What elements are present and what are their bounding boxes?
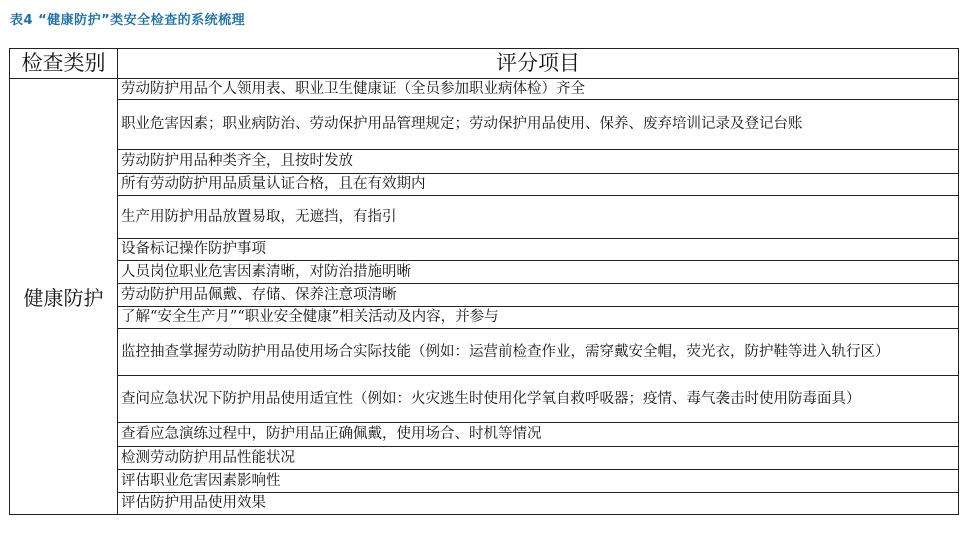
item-cell: 监控抽查掌握劳动防护用品使用场合实际技能（例如：运营前检查作业，需穿戴安全帽，荧光衣，防护鞋等进入轨行区） [118, 329, 959, 376]
item-cell: 评估职业危害因素影响性 [118, 470, 959, 493]
item-cell: 所有劳动防护用品质量认证合格，且在有效期内 [118, 174, 959, 196]
table-row [10, 423, 959, 447]
item-cell: 人员岗位职业危害因素清晰，对防治措施明晰 [118, 261, 959, 284]
inspection-table [9, 48, 959, 515]
item-cell: 职业危害因素；职业病防治、劳动保护用品管理规定；劳动保护用品使用、保养、废弃培训记录及登记台账 [118, 100, 959, 150]
item-cell: 评估防护用品使用效果 [118, 493, 959, 515]
table-row [10, 329, 959, 376]
item-cell: 劳动防护用品种类齐全，且按时发放 [118, 150, 959, 174]
item-cell: 生产用防护用品放置易取，无遮挡，有指引 [118, 196, 959, 239]
table-row [10, 376, 959, 423]
header-items: 评分项目 [118, 49, 959, 79]
table-row [10, 447, 959, 470]
table-row [10, 261, 959, 284]
category-cell: 健康防护 [10, 79, 118, 515]
header-category: 检查类别 [10, 49, 118, 79]
item-cell: 查问应急状况下防护用品使用适宜性（例如：火灾逃生时使用化学氧自救呼吸器；疫情、毒气袭击时使用防毒面具） [118, 376, 959, 423]
item-cell: 查看应急演练过程中，防护用品正确佩戴，使用场合、时机等情况 [118, 423, 959, 447]
table-row [10, 239, 959, 261]
table-row [10, 196, 959, 239]
item-cell: 劳动防护用品个人领用表、职业卫生健康证（全员参加职业病体检）齐全 [118, 79, 959, 100]
table-row [10, 150, 959, 174]
table-header-row [10, 49, 959, 79]
item-cell: 检测劳动防护用品性能状况 [118, 447, 959, 470]
table-caption: 表4 “健康防护”类安全检查的系统梳理 [10, 13, 246, 28]
table-row [10, 100, 959, 150]
table-row [10, 174, 959, 196]
item-cell: 了解“安全生产月”“职业安全健康”相关活动及内容，并参与 [118, 307, 959, 329]
table-row [10, 493, 959, 515]
item-cell: 设备标记操作防护事项 [118, 239, 959, 261]
table-row [10, 284, 959, 307]
table-row [10, 470, 959, 493]
table-row [10, 79, 959, 100]
table-row [10, 307, 959, 329]
item-cell: 劳动防护用品佩戴、存储、保养注意项清晰 [118, 284, 959, 307]
